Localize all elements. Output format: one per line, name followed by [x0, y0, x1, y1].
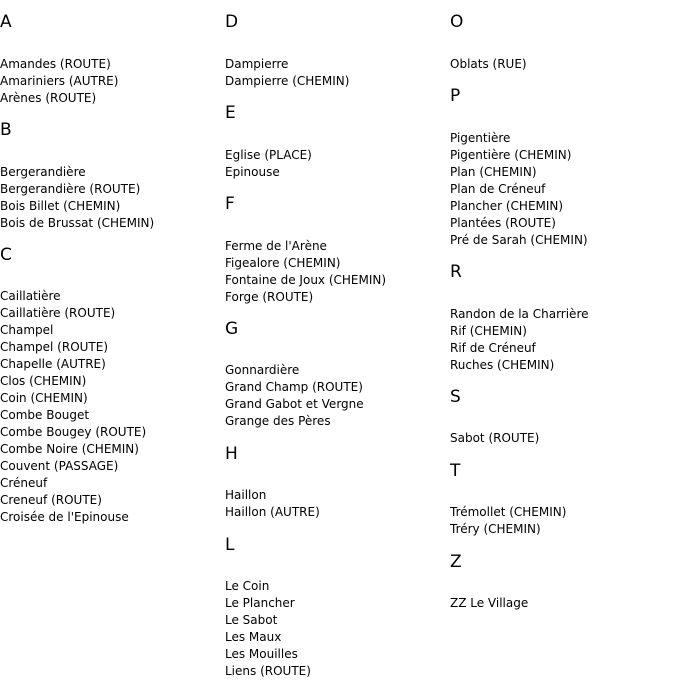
entry-list: [0, 288, 222, 526]
section-o: [450, 12, 672, 73]
entry-list: [225, 362, 447, 430]
street-link[interactable]: Forge (ROUTE): [225, 290, 314, 304]
street-link[interactable]: Figealore (CHEMIN): [225, 256, 341, 270]
street-link[interactable]: Gonnardière: [225, 363, 300, 377]
street-link[interactable]: Arènes (ROUTE): [0, 91, 97, 105]
street-link[interactable]: Randon de la Charrière: [450, 307, 589, 321]
section-b: [0, 120, 222, 232]
section-g: [225, 319, 447, 430]
street-link[interactable]: Creneuf (ROUTE): [0, 493, 102, 507]
section-letter: P: [450, 86, 461, 106]
street-link[interactable]: Clos (CHEMIN): [0, 374, 87, 388]
section-p: [450, 86, 672, 249]
section-h: [225, 444, 447, 521]
entry-list: [225, 147, 447, 181]
street-link[interactable]: Dampierre: [225, 57, 289, 71]
section-letter: R: [450, 262, 462, 282]
entry-list: [225, 238, 447, 306]
section-letter: O: [450, 12, 464, 32]
section-letter: T: [450, 461, 461, 481]
section-letter: B: [0, 120, 12, 140]
street-link[interactable]: Champel: [0, 323, 54, 337]
street-link[interactable]: Caillatière: [0, 289, 61, 303]
street-link[interactable]: Chapelle (AUTRE): [0, 357, 106, 371]
street-link[interactable]: Fontaine de Joux (CHEMIN): [225, 273, 387, 287]
street-link[interactable]: Créneuf: [0, 476, 48, 490]
street-link[interactable]: Caillatière (ROUTE): [0, 306, 116, 320]
street-link[interactable]: Rif (CHEMIN): [450, 324, 527, 338]
entry-list: [225, 56, 447, 90]
entry-list: [450, 504, 672, 538]
entry-list: [450, 430, 672, 447]
street-link[interactable]: Plan (CHEMIN): [450, 165, 537, 179]
street-link[interactable]: Haillon: [225, 488, 267, 502]
entry-list: [450, 306, 672, 374]
street-link[interactable]: Le Sabot: [225, 613, 278, 627]
section-letter: L: [225, 535, 235, 555]
section-letter: F: [225, 194, 235, 214]
street-link[interactable]: Haillon (AUTRE): [225, 505, 320, 519]
street-link[interactable]: Bois de Brussat (CHEMIN): [0, 216, 155, 230]
street-link[interactable]: Couvent (PASSAGE): [0, 459, 119, 473]
street-link[interactable]: Plantées (ROUTE): [450, 216, 556, 230]
entry-list: [0, 164, 222, 232]
entry-list: [225, 578, 447, 680]
section-d: [225, 12, 447, 90]
street-link[interactable]: Croisée de l'Epinouse: [0, 510, 129, 524]
street-link[interactable]: Pigentière: [450, 131, 511, 145]
street-link[interactable]: Grange des Pères: [225, 414, 331, 428]
section-c: [0, 245, 222, 526]
street-link[interactable]: Combe Bougey (ROUTE): [0, 425, 147, 439]
section-f: [225, 194, 447, 306]
section-letter: G: [225, 319, 239, 339]
section-r: [450, 262, 672, 374]
section-s: [450, 387, 672, 447]
street-link[interactable]: Grand Gabot et Vergne: [225, 397, 364, 411]
section-letter: S: [450, 387, 461, 407]
street-link[interactable]: Coin (CHEMIN): [0, 391, 88, 405]
street-link[interactable]: Champel (ROUTE): [0, 340, 109, 354]
street-link[interactable]: Ruches (CHEMIN): [450, 358, 555, 372]
street-link[interactable]: Pré de Sarah (CHEMIN): [450, 233, 588, 247]
street-link[interactable]: Bergerandière: [0, 165, 86, 179]
entry-list: [450, 130, 672, 249]
section-l: [225, 535, 447, 680]
street-link[interactable]: Pigentière (CHEMIN): [450, 148, 572, 162]
section-z: [450, 552, 672, 612]
entry-list: [450, 595, 672, 612]
section-letter: H: [225, 444, 238, 464]
entry-list: [0, 56, 222, 107]
section-e: [225, 103, 447, 181]
section-a: [0, 12, 222, 107]
street-link[interactable]: Trémollet (CHEMIN): [450, 505, 567, 519]
section-t: [450, 461, 672, 538]
street-link[interactable]: Les Mouilles: [225, 647, 298, 661]
section-letter: C: [0, 245, 12, 265]
street-link[interactable]: Epinouse: [225, 165, 280, 179]
section-letter: E: [225, 103, 236, 123]
street-link[interactable]: Le Coin: [225, 579, 270, 593]
street-link[interactable]: Grand Champ (ROUTE): [225, 380, 363, 394]
street-link[interactable]: Combe Bouget: [0, 408, 90, 422]
street-link[interactable]: Bergerandière (ROUTE): [0, 182, 141, 196]
street-link[interactable]: Sabot (ROUTE): [450, 431, 540, 445]
entry-list: [450, 56, 672, 73]
street-link[interactable]: Tréry (CHEMIN): [450, 522, 541, 536]
street-link[interactable]: Plan de Créneuf: [450, 182, 546, 196]
street-link[interactable]: Amandes (ROUTE): [0, 57, 111, 71]
street-link[interactable]: Oblats (RUE): [450, 57, 527, 71]
section-letter: A: [0, 12, 12, 32]
street-link[interactable]: Liens (ROUTE): [225, 664, 311, 678]
street-link[interactable]: ZZ Le Village: [450, 596, 529, 610]
street-link[interactable]: Amariniers (AUTRE): [0, 74, 119, 88]
section-letter: D: [225, 12, 239, 32]
street-link[interactable]: Rif de Créneuf: [450, 341, 536, 355]
street-link[interactable]: Combe Noire (CHEMIN): [0, 442, 139, 456]
entry-list: [225, 487, 447, 521]
street-link[interactable]: Dampierre (CHEMIN): [225, 74, 350, 88]
section-letter: Z: [450, 552, 462, 572]
street-link[interactable]: Les Maux: [225, 630, 282, 644]
street-link[interactable]: Eglise (PLACE): [225, 148, 312, 162]
street-link[interactable]: Ferme de l'Arène: [225, 239, 327, 253]
street-link[interactable]: Le Plancher: [225, 596, 295, 610]
street-link[interactable]: Bois Billet (CHEMIN): [0, 199, 121, 213]
street-link[interactable]: Plancher (CHEMIN): [450, 199, 564, 213]
